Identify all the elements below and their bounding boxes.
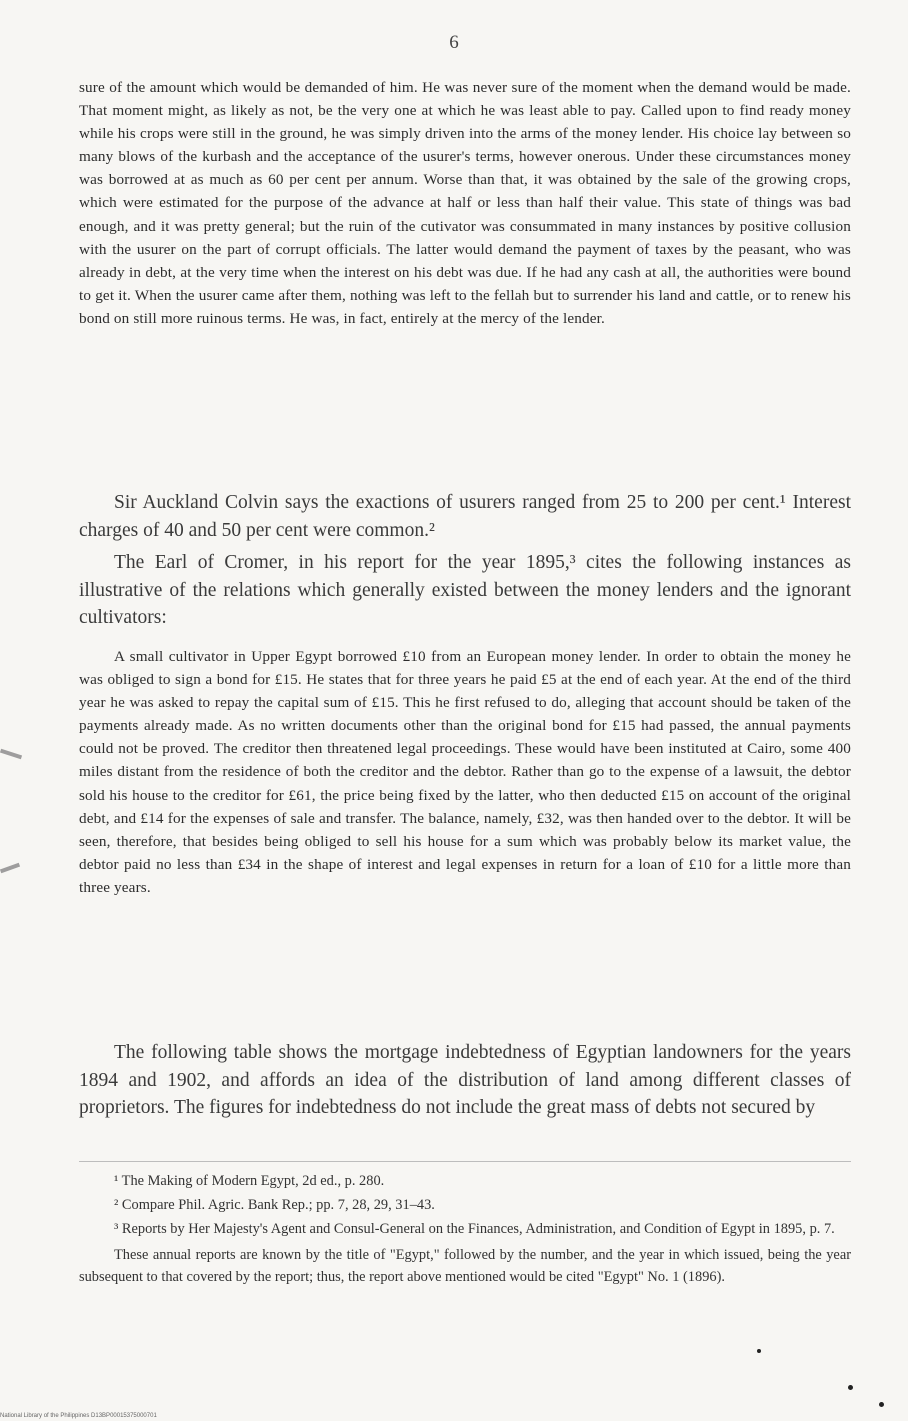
paragraph-table-intro-block xyxy=(79,1039,851,1122)
body-text xyxy=(79,76,851,330)
paragraph-table-intro: The following table shows the mortgage indebtedness of Egyptian landowners for the years 1894 and 1902, and affords an idea of the distribution of land among different classes of proprietors. The figures for indebtedness do not include the great mass of debts not secured by xyxy=(79,1042,851,1118)
footnote-3: ³ Reports by Her Majesty's Agent and Consul-General on the Finances, Administration, and Condition of Egypt in 1895, p. 7. xyxy=(114,1221,835,1237)
block-quote xyxy=(79,645,851,899)
ink-dot-2 xyxy=(848,1385,853,1390)
footnotes xyxy=(79,1170,851,1290)
page-number: 6 xyxy=(449,32,459,53)
paragraph-colvin-block xyxy=(79,489,851,544)
scan-mark-left-2 xyxy=(0,863,20,874)
paragraph-continuation: sure of the amount which would be demanded of him. He was never sure of the moment when the demand would be made. That moment might, as likely as not, be the very one at which he was least able to pay. Called upon to find ready money while his crops were still in the ground, he was simply driven into the arms of the money lender. His choice lay between so many blows of the kurbash and the acceptance of the usurer's terms, however onerous. Under these circumstances money was borrowed at as much as 60 per cent per annum. Worse than that, it was obtained by the sale of the growing crops, which were estimated for the purpose of the advance at half or less than half their value. This state of things was bad enough, and it was pretty general; but the ruin of the cutivator was consummated in many instances by positive collusion with the usurer on the part of corrupt officials. The latter would demand the payment of taxes by the peasant, who was already in debt, at the very time when the interest on his debt was due. If he had any cash at all, the authorities were bound to get it. When the usurer came after them, nothing was left to the fellah but to surrender his land and cattle, or to renew his bond on still more ruinous terms. He was, in fact, entirely at the mercy of the lender. xyxy=(79,79,851,327)
paragraph-cromer-block xyxy=(79,549,851,632)
footer-credit: National Library of the Philippines D13BP00015375000701 xyxy=(0,1413,157,1419)
footnote-divider xyxy=(79,1161,851,1162)
quote-text: A small cultivator in Upper Egypt borrowed £10 from an European money lender. In order to obtain the money he was obliged to sign a bond for £15. He states that for three years he paid £5 at the end of each year. At the end of the third year he was asked to repay the capital sum of £15. This he first refused to do, alleging that account should be taken of the payments already made. As no written documents other than the original bond for £15 had passed, the annual payments could not be proved. The creditor then threatened legal proceedings. These would have been instituted at Cairo, some 400 miles distant from the residence of both the creditor and the debtor. Rather than go to the expense of a lawsuit, the debtor sold his house to the creditor for £61, the price being fixed by the latter, who then deducted £15 on account of the original debt, and £14 for the expenses of sale and transfer. The balance, namely, £32, was then handed over to the debtor. It will be seen, therefore, that besides being obliged to sell his house for a sum which was probably below its market value, the debtor paid no less than £34 in the shape of interest and legal expenses in return for a loan of £10 for a little more than three years. xyxy=(79,648,851,896)
footnote-1: ¹ The Making of Modern Egypt, 2d ed., p. 280. xyxy=(114,1173,385,1189)
footnote-2: ² Compare Phil. Agric. Bank Rep.; pp. 7, 28, 29, 31–43. xyxy=(114,1197,435,1213)
footnote-continuation: These annual reports are known by the title of "Egypt," followed by the number, and the year in which issued, being the year subsequent to that covered by the report; thus, the report above mentioned would be cited "Egypt" No. 1 (1896). xyxy=(79,1247,851,1285)
ink-dot-3 xyxy=(879,1402,884,1407)
scan-mark-left-1 xyxy=(0,749,22,760)
ink-dot-1 xyxy=(757,1349,761,1353)
paragraph-colvin: Sir Auckland Colvin says the exactions of usurers ranged from 25 to 200 per cent.¹ Interest charges of 40 and 50 per cent were common.² xyxy=(79,492,851,541)
paragraph-cromer: The Earl of Cromer, in his report for the year 1895,³ cites the following instances as illustrative of the relations which generally existed between the money lenders and the ignorant cultivators: xyxy=(79,552,851,628)
